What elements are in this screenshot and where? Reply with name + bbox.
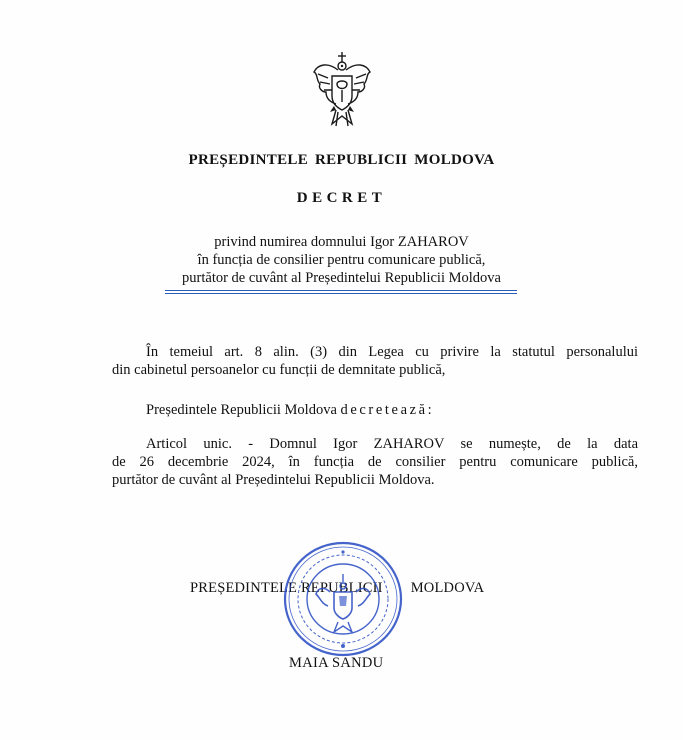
legal-basis-paragraph (112, 343, 638, 379)
subject-line: în funcția de consilier pentru comunicare publică, (197, 252, 486, 268)
decree-subject (0, 233, 683, 287)
subject-line: purtător de cuvânt al Președintelui Republicii Moldova (182, 270, 501, 286)
issuer-heading: PREȘEDINTELE REPUBLICII MOLDOVA (188, 152, 495, 168)
subject-underline (165, 290, 517, 294)
signature-title-right: MOLDOVA (410, 580, 485, 596)
coat-of-arms-icon (310, 50, 374, 132)
signature-title-left: PREȘEDINTELE REPUBLICII (190, 580, 383, 596)
document-type-heading: DECRET (296, 190, 387, 206)
signatory-name: MAIA SANDU (289, 655, 384, 671)
formula-prefix: Președintele Republicii Moldova (146, 402, 337, 418)
paragraph-line: Articol unic. - Domnul Igor ZAHAROV se numește, de la data (146, 436, 638, 452)
paragraph-line: de 26 decembrie 2024, în funcția de consilier pentru comunicare publică, (112, 454, 638, 470)
formula-spaced-word: decretează: (340, 402, 435, 418)
decree-formula-paragraph (112, 401, 638, 419)
paragraph-line: În temeiul art. 8 alin. (3) din Legea cu privire la statutul personalului (146, 344, 638, 360)
presidential-seal-icon (282, 540, 404, 658)
paragraph-line: din cabinetul persoanelor cu funcții de demnitate publică, (112, 362, 446, 378)
subject-line: privind numirea domnului Igor ZAHAROV (214, 234, 469, 250)
single-article-paragraph (112, 435, 638, 489)
paragraph-line: purtător de cuvânt al Președintelui Republicii Moldova. (112, 472, 435, 488)
